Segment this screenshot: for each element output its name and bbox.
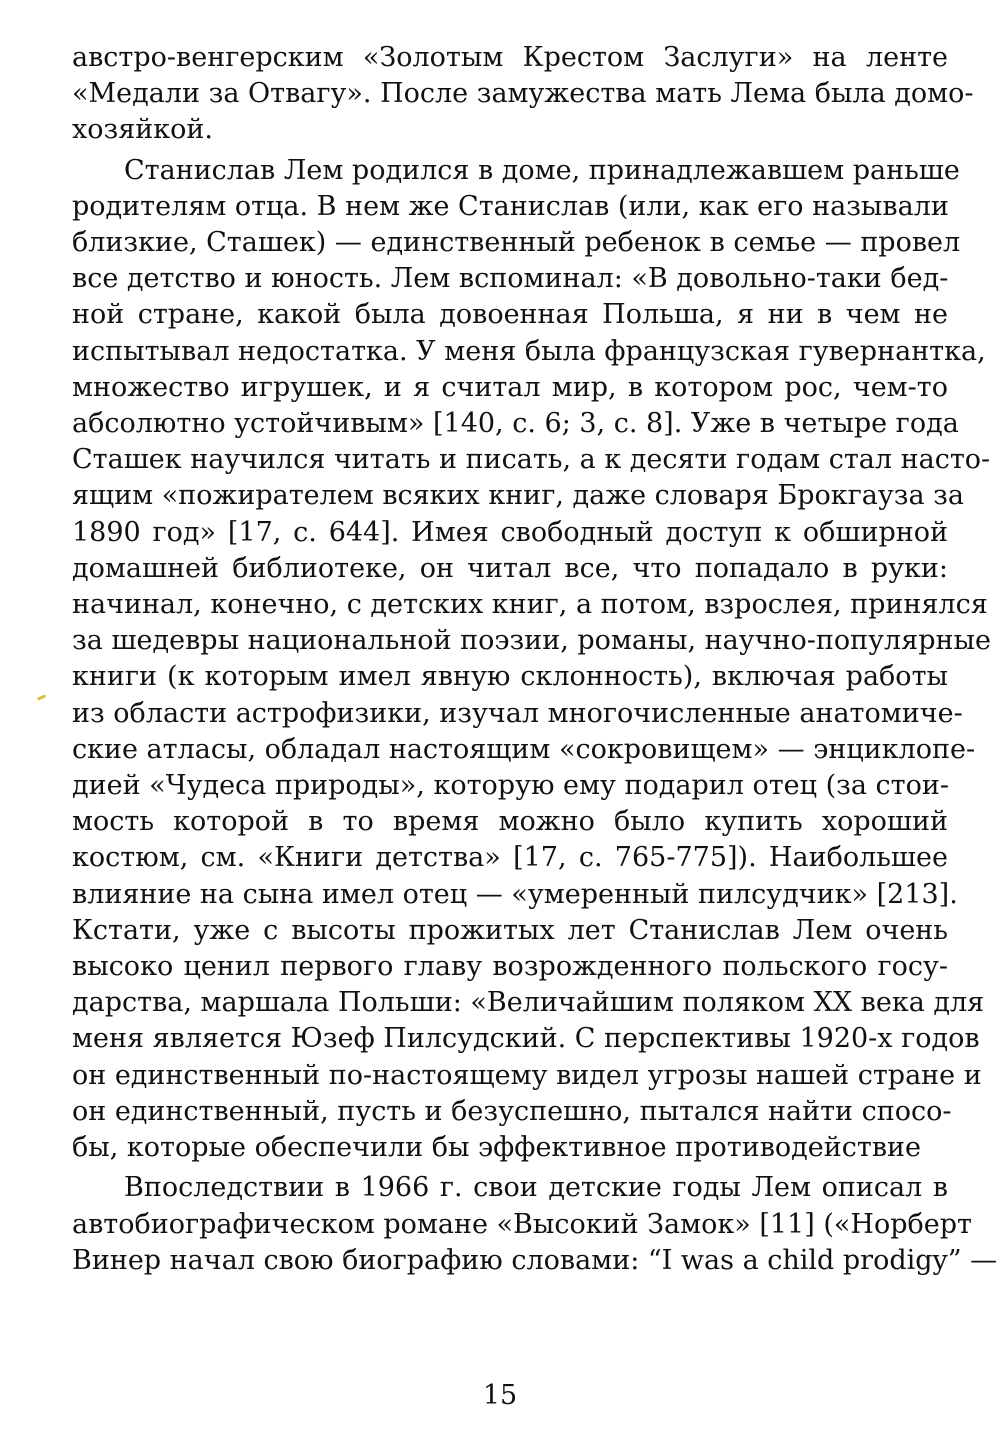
text-line: Кстати, уже с высоты прожитых лет Станислав Лем очень [72, 914, 948, 946]
text-line: хозяйкой. [72, 114, 213, 146]
text-line: автобиографическом романе «Высокий Замок» [11] («Норберт [72, 1208, 972, 1240]
text-line: высоко ценил первого главу возрожденного польского госу- [72, 951, 948, 983]
text-line: абсолютно устойчивым» [140, с. 6; 3, с. 8]. Уже в четыре года [72, 408, 959, 440]
text-line: Сташек научился читать и писать, а к десяти годам стал насто- [72, 444, 991, 476]
text-line: бы, которые обеспечили бы эффективное противодействие [72, 1132, 921, 1164]
stray-ink-mark [37, 694, 46, 701]
body-text [72, 40, 998, 1279]
text-line: книги (к которым имел явную склонность), включая работы [72, 661, 948, 693]
text-line: дией «Чудеса природы», которую ему подарил отец (за стои- [72, 770, 949, 802]
text-line: мость которой в то время можно было купить хороший [72, 806, 948, 838]
paragraph-3 [72, 1170, 998, 1279]
text-line: испытывал недостатка. У меня была французская гувернантка, [72, 335, 986, 367]
text-line: 1890 год» [17, с. 644]. Имея свободный доступ к обширной [72, 516, 948, 548]
text-line: ной стране, какой была довоенная Польша, я ни в чем не [72, 299, 948, 331]
text-line: влияние на сына имел отец — «умеренный пилсудчик» [213]. [72, 878, 958, 910]
paragraph-2 [72, 153, 991, 1167]
text-line: начинал, конечно, с детских книг, а потом, взрослея, принялся [72, 589, 988, 621]
text-line: из области астрофизики, изучал многочисленные анатомиче- [72, 697, 963, 729]
page-number: 15 [482, 1380, 518, 1411]
text-line: Винер начал свою биографию словами: “I was a child prodigy” — [72, 1244, 998, 1276]
paragraph-1 [72, 40, 974, 149]
text-line: Впоследствии в 1966 г. свои детские годы Лем описал в [124, 1172, 948, 1204]
text-line: он единственный, пусть и безуспешно, пытался найти спосо- [72, 1095, 952, 1127]
text-line: австро-венгерским «Золотым Крестом Заслуги» на ленте [72, 42, 948, 73]
text-line: «Медали за Отвагу». После замужества мать Лема была домо- [72, 78, 974, 110]
text-line: костюм, см. «Книги детства» [17, с. 765-775]). Наибольшее [72, 842, 948, 874]
text-line: домашней библиотеке, он читал все, что попадало в руки: [72, 552, 948, 584]
text-line: ящим «пожирателем всяких книг, даже словаря Брокгауза за [72, 480, 965, 512]
text-line: за шедевры национальной поэзии, романы, научно-популярные [72, 625, 991, 657]
text-line: родителям отца. В нем же Станислав (или, как его называли [72, 190, 949, 222]
text-line: Станислав Лем родился в доме, принадлежавшем раньше [124, 154, 960, 186]
text-line: дарства, маршала Польши: «Величайшим поляком XX века для [72, 987, 985, 1019]
text-line: множество игрушек, и я считал мир, в котором рос, чем-то [72, 371, 948, 403]
text-line: все детство и юность. Лем вспоминал: «В довольно-таки бед- [72, 263, 949, 295]
text-line: меня является Юзеф Пилсудский. С перспективы 1920-х годов [72, 1023, 980, 1055]
text-line: он единственный по-настоящему видел угрозы нашей стране и [72, 1059, 982, 1091]
text-line: ские атласы, обладал настоящим «сокровищем» — энциклопе- [72, 733, 976, 765]
text-line: близкие, Сташек) — единственный ребенок в семье — провел [72, 227, 961, 259]
